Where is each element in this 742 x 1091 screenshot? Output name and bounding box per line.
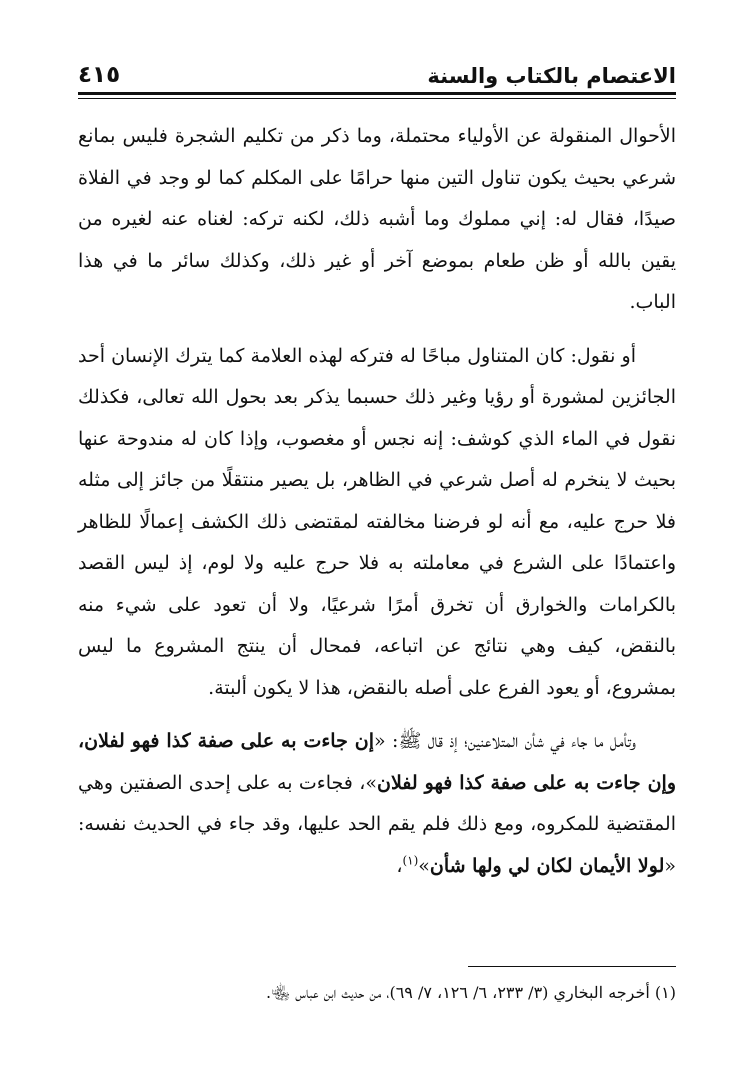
page-header [78,54,676,88]
body-text [78,116,676,899]
para3-closing: » [418,854,430,877]
header-rule-thin [78,98,676,99]
hadith-quote-1: إن جاءت به على صفة كذا فهو لفلان، وإن جاءت به على صفة كذا فهو لفلان [78,730,677,794]
footnote-marker: (١) [402,853,419,868]
paragraph-3 [78,721,676,887]
page-number: ٤١٥ [78,62,121,88]
para3-middle: »، فجاءت به على إحدى الصفتين وهي المقتضية للمكروه، ومع ذلك فلم يقم الحد عليها، وقد جاء في الحديث نفسه: « [78,771,676,877]
footnote-rule [468,966,676,967]
footnote: (١) أخرجه البخاري (٣/ ٢٣٣، ٦/ ١٢٦، ٧/ ٦٩)، من حديث ابن عباس ﵄. [265,983,676,1002]
paragraph-2: أو نقول: كان المتناول مباحًا له فتركه لهذه العلامة كما يترك الإنسان أحد الجائزين لمشورة أو رؤيا وغير ذلك حسبما يذكر بعد بحول الله تعالى، فكذلك نقول في الماء الذي كوشف: إنه نجس أو مغصوب، وإذا كان له مندوحة عنها بحيث لا ينخرم له أصل شرعي في الظاهر، بل يصير منتقلًا من جائز إلى مثله فلا حرج عليه، مع أنه لو فرضنا مخالفته لمقتضى ذلك الكشف إعمالًا للظاهر واعتمادًا على الشرع في معاملته به فلا حرج عليه ولا لوم، إذ ليس القصد بالكرامات والخوارق أن تخرق أمرًا شرعيًا، ولا أن تعود على شيء منه بالنقض، كيف وهي نتائج عن اتباعه، فمحال أن ينتج المشروع ما ليس بمشروع، أو يعود الفرع على أصله بالنقض، هذا لا يكون ألبتة. [78,344,676,699]
para3-intro: وتأمل ما جاء في شأن المتلاعنين؛ إذ قال ﷺ: « [374,730,636,752]
paragraph-1: الأحوال المنقولة عن الأولياء محتملة، وما ذكر من تكليم الشجرة فليس بمانع شرعي بحيث يكون تناول التين منها حرامًا على المكلم كما لو وجد في الفلاة صيدًا، فقال له: إني مملوك وما أشبه ذلك، لكنه تركه: لغناه عنه لغيره من يقين بالله أو ظن طعام بموضع آخر أو غير ذلك، وكذلك سائر ما في هذا الباب. [78,125,676,313]
running-title: الاعتصام بالكتاب والسنة [427,64,676,88]
para3-tail: ، [396,854,403,877]
header-rule-thick [78,92,676,95]
hadith-quote-2: لولا الأيمان لكان لي ولها شأن [429,854,665,877]
